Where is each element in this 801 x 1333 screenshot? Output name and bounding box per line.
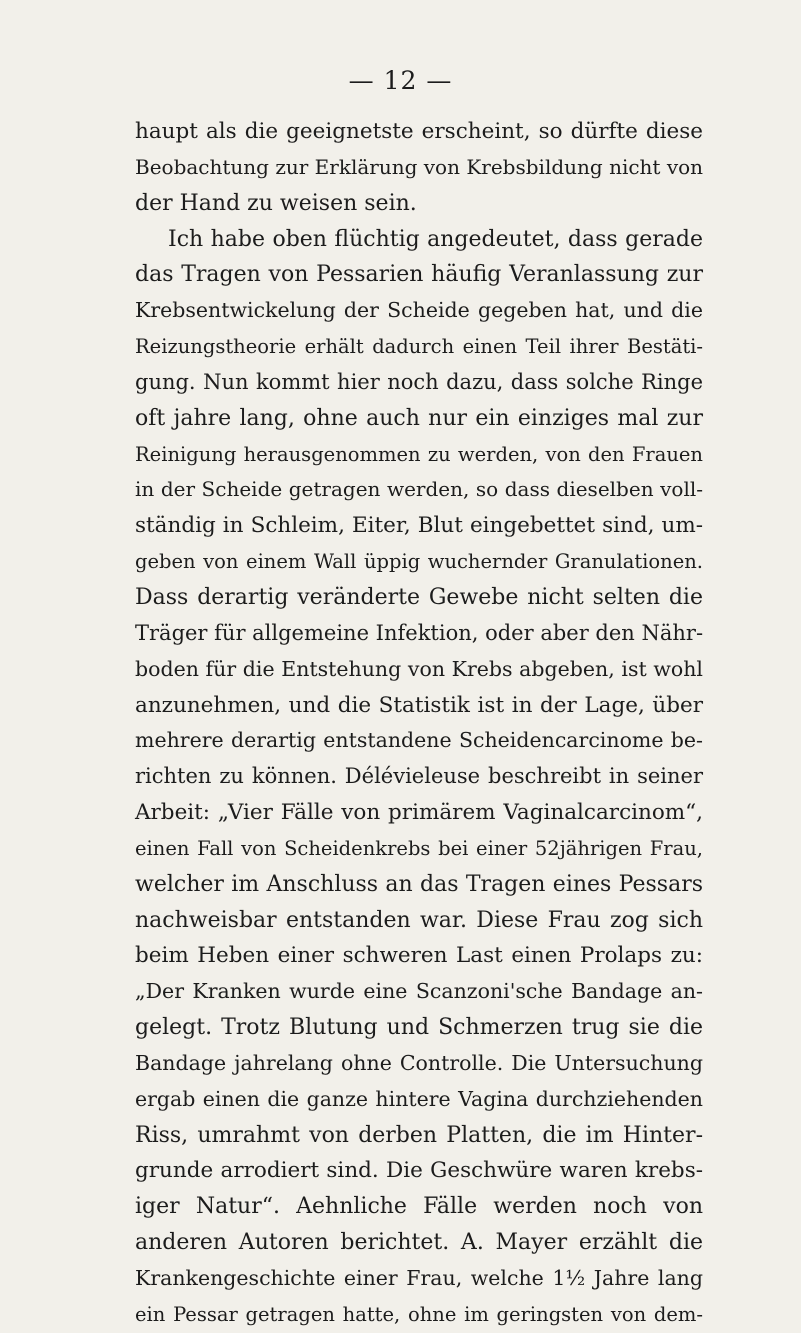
text-line: Beobachtung zur Erklärung von Krebsbildung nicht von <box>135 154 704 179</box>
text-line: Träger für allgemeine Infektion, oder aber den Nähr- <box>135 620 704 645</box>
text-line: Bandage jahrelang ohne Controlle. Die Untersuchung <box>135 1050 703 1075</box>
text-line: iger Natur“. Aehnliche Fälle werden noch von <box>135 1194 703 1220</box>
text-line: ergab einen die ganze hintere Vagina durchziehenden <box>135 1086 703 1111</box>
text-line: Reinigung herausgenommen zu werden, von den Frauen <box>135 442 703 466</box>
text-line: der Hand zu weisen sein. <box>135 190 417 216</box>
text-line: oft jahre lang, ohne auch nur ein einziges mal zur <box>135 405 703 431</box>
text-line: Ich habe oben flüchtig angedeutet, dass gerade <box>168 226 703 252</box>
text-line: geben von einem Wall üppig wuchernder Granulationen. <box>135 550 703 574</box>
text-line: welcher im Anschluss an das Tragen eines Pessars <box>135 871 703 897</box>
text-line: ständig in Schleim, Eiter, Blut eingebettet sind, um- <box>135 513 703 539</box>
text-line: Krebsentwickelung der Scheide gegeben hat, und die <box>135 298 703 323</box>
text-line: nachweisbar entstanden war. Diese Frau zog sich <box>135 907 703 933</box>
text-line: haupt als die geeignetste erscheint, so dürfte diese <box>135 119 703 144</box>
page-number: — 12 — <box>348 66 453 95</box>
text-line: in der Scheide getragen werden, so dass dieselben voll- <box>135 477 703 502</box>
text-line: gelegt. Trotz Blutung und Schmerzen trug sie die <box>135 1015 703 1041</box>
text-line: anderen Autoren berichtet. A. Mayer erzählt die <box>135 1230 703 1256</box>
text-line: anzunehmen, und die Statistik ist in der Lage, über <box>135 692 703 718</box>
text-line: Dass derartig veränderte Gewebe nicht selten die <box>135 584 703 610</box>
text-line: Reizungstheorie erhält dadurch einen Teil ihrer Bestäti- <box>135 335 703 359</box>
text-line: Krankengeschichte einer Frau, welche 1½ Jahre lang <box>135 1266 703 1290</box>
text-line: „Der Kranken wurde eine Scanzoni'sche Bandage an- <box>135 979 703 1004</box>
text-line: das Tragen von Pessarien häufig Veranlassung zur <box>135 262 703 288</box>
text-line: einen Fall von Scheidenkrebs bei einer 52jährigen Frau, <box>135 836 703 860</box>
text-line: grunde arrodiert sind. Die Geschwüre waren krebs- <box>135 1158 703 1184</box>
text-line: richten zu können. Délévieleuse beschreibt in seiner <box>135 764 703 789</box>
text-line: Arbeit: „Vier Fälle von primärem Vaginalcarcinom“, <box>135 800 703 826</box>
text-line: boden für die Entstehung von Krebs abgeben, ist wohl <box>135 656 703 681</box>
body-text <box>135 114 703 1333</box>
text-line: beim Heben einer schweren Last einen Prolaps zu: <box>135 943 703 969</box>
text-line: gung. Nun kommt hier noch dazu, dass solche Ringe <box>135 369 703 394</box>
text-line: Riss, umrahmt von derben Platten, die im Hinter- <box>135 1122 703 1148</box>
text-line: mehrere derartig entstandene Scheidencarcinome be- <box>135 728 703 753</box>
text-line: ein Pessar getragen hatte, ohne im geringsten von dem- <box>135 1302 703 1326</box>
